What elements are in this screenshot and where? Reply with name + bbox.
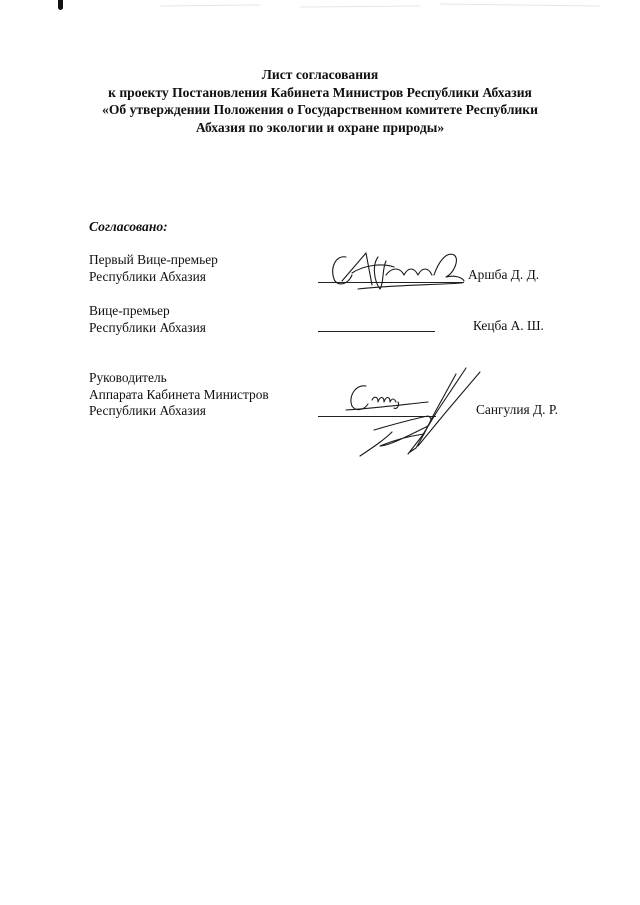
signatory-3-position-line-2: Аппарата Кабинета Министров [89,386,269,402]
signatory-2-position-line-1: Вице-премьер [89,303,170,318]
agreed-label: Согласовано: [89,219,168,234]
header-title: Лист согласования [261,67,379,82]
signatory-2-position-line-2: Республики Абхазия [89,319,206,335]
signatory-1-position-line-1: Первый Вице-премьер [89,252,218,267]
signatory-3-position [89,370,269,420]
signatory-3-position-line-1: Руководитель [89,370,167,385]
header-line-3: «Об утверждении Положения о Государственном комитете Республики [102,102,538,117]
header-line-2: к проекту Постановления Кабинета Министров Республики Абхазия [108,84,532,100]
document-header [60,66,580,136]
signatory-2-signature-line [318,331,435,332]
signatory-1-position [89,252,218,285]
signatory-2-name: Кецба А. Ш. [473,318,544,333]
signatory-2-position [89,303,206,336]
header-line-4: Абхазия по экологии и охране природы» [195,119,445,135]
signatory-3-name: Сангулия Д. Р. [476,402,558,417]
signatory-1-signature [322,245,467,293]
scan-noise [0,0,640,24]
signatory-3-signature [338,366,488,458]
signatory-1-name: Аршба Д. Д. [468,267,540,282]
signatory-1-position-line-2: Республики Абхазия [89,268,206,284]
signatory-3-position-line-3: Республики Абхазия [89,403,206,418]
